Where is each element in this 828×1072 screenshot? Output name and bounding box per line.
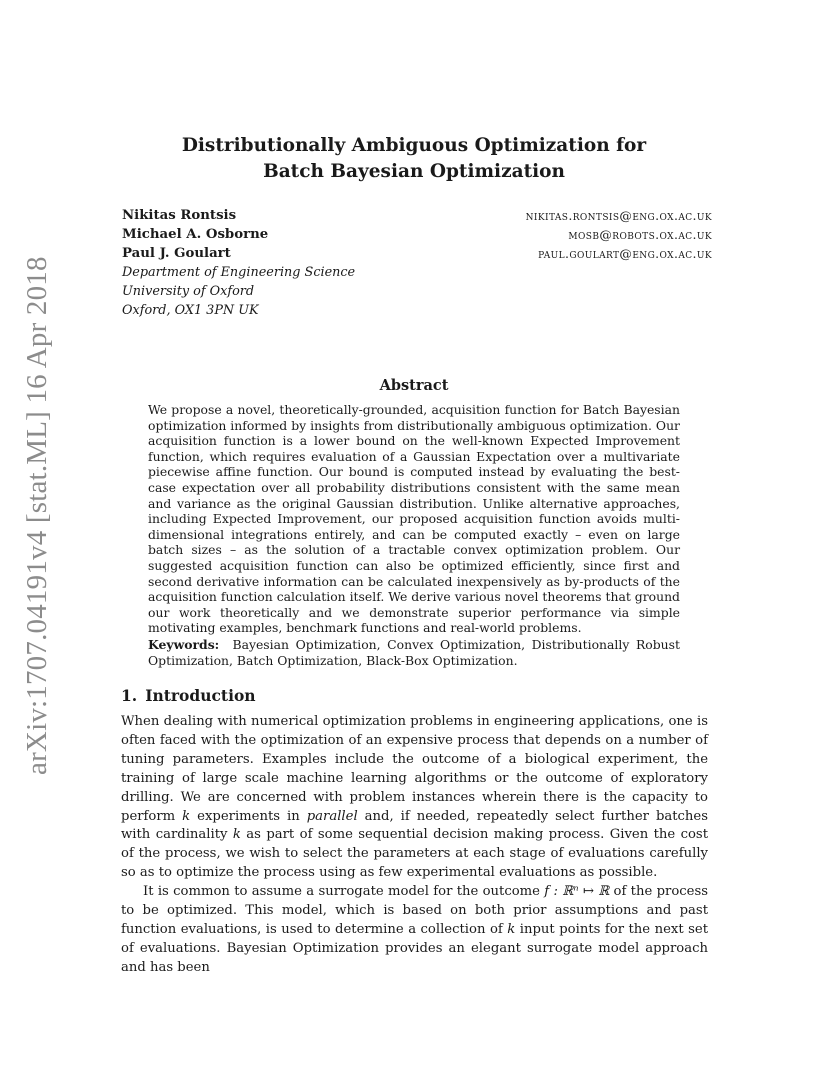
keywords [148,637,680,668]
abstract-text: We propose a novel, theoretically-grounded, acquisition function for Batch Bayesian optimization informed by insights from distributionally ambiguous optimization. Our acquisition function is a lower bound on the well-known Expected Improvement function, which requires evaluation of a Gaussian Expectation over a multivariate piecewise affine function. Our bound is computed instead by evaluating the best-case expectation over all probability distributions consistent with the same mean and variance as the original Gaussian distribution. Unlike alternative approaches, including Expected Improvement, our proposed acquisition function avoids multi-dimensional integrations entirely, and can be computed exactly – even on large batch sizes – as the solution of a tractable convex optimization problem. Our suggested acquisition function can also be optimized efficiently, since first and second derivative information can be calculated inexpensively as by-products of the acquisition function calculation itself. We derive various novel theorems that ground our work theoretically and we demonstrate superior performance via simple motivating examples, benchmark functions and real-world problems. [148,402,680,636]
introduction-body [121,713,708,978]
author-email: paul.goulart@eng.ox.ac.uk [538,246,712,261]
author-row [122,244,712,263]
math-k: k [507,921,516,937]
title-line-1: Distributionally Ambiguous Optimization for [181,135,647,156]
keywords-label: Keywords: [148,636,220,652]
affiliation-department: Department of Engineering Science [122,265,356,280]
math-function-signature: f : ℝⁿ ↦ ℝ [544,884,610,900]
section-title: Introduction [145,686,256,705]
text-run: When dealing with numerical optimization problems in engineering applications, one is often faced with the optimization of an expensive process that depends on a number of tuning parameters. Examples include the outcome of a biological experiment, the training of large scale machine learning algorithms or the outcome of exploratory drilling. We are concerned with problem instances wherein there is the capacity to perform [121,714,708,824]
author-email: mosb@robots.ox.ac.uk [568,227,712,242]
text-run: as part of some sequential decision making process. Given the cost of the process, we wish to select the parameters at each stage of evaluations carefully so as to optimize the process using as few experimental evaluations as possible. [121,827,708,881]
affiliation-address: Oxford, OX1 3PN UK [122,303,259,318]
text-run: It is common to assume a surrogate model for the outcome [143,884,545,900]
paragraph [121,713,708,883]
author-name: Nikitas Rontsis [122,208,237,223]
section-number: 1. [121,686,138,705]
author-name: Michael A. Osborne [122,227,269,242]
author-block [122,206,712,320]
emphasis-parallel: parallel [306,808,358,824]
affiliation-university: University of Oxford [122,284,255,299]
author-email: nikitas.rontsis@eng.ox.ac.uk [525,208,712,223]
keywords-list: Bayesian Optimization, Convex Optimization, Distributionally Robust Optimization, Batch Optimization, Black-Box Optimization. [148,636,680,668]
math-k: k [182,808,191,824]
abstract-heading: Abstract [379,377,449,394]
abstract-body [148,402,680,668]
math-k: k [232,827,241,843]
text-run: experiments in [190,808,307,824]
text-run: input points for the next set of evaluations. Bayesian Optimization provides an elegant surrogate model approach and has been [121,921,708,975]
paper-title [0,133,828,185]
title-line-2: Batch Bayesian Optimization [263,161,565,182]
text-run: of the process to be optimized. This model, which is based on both prior assumptions and past function evaluations, is used to determine a collection of [121,884,709,937]
author-name: Paul J. Goulart [122,246,231,261]
author-row [122,225,712,244]
section-heading-introduction [121,686,256,705]
author-row [122,206,712,225]
text-run: and, if needed, repeatedly select further batches with cardinality [121,808,708,843]
paragraph [121,883,708,978]
arxiv-identifier-stamp: arXiv:1707.04191v4 [stat.ML] 16 Apr 2018 [21,256,53,775]
